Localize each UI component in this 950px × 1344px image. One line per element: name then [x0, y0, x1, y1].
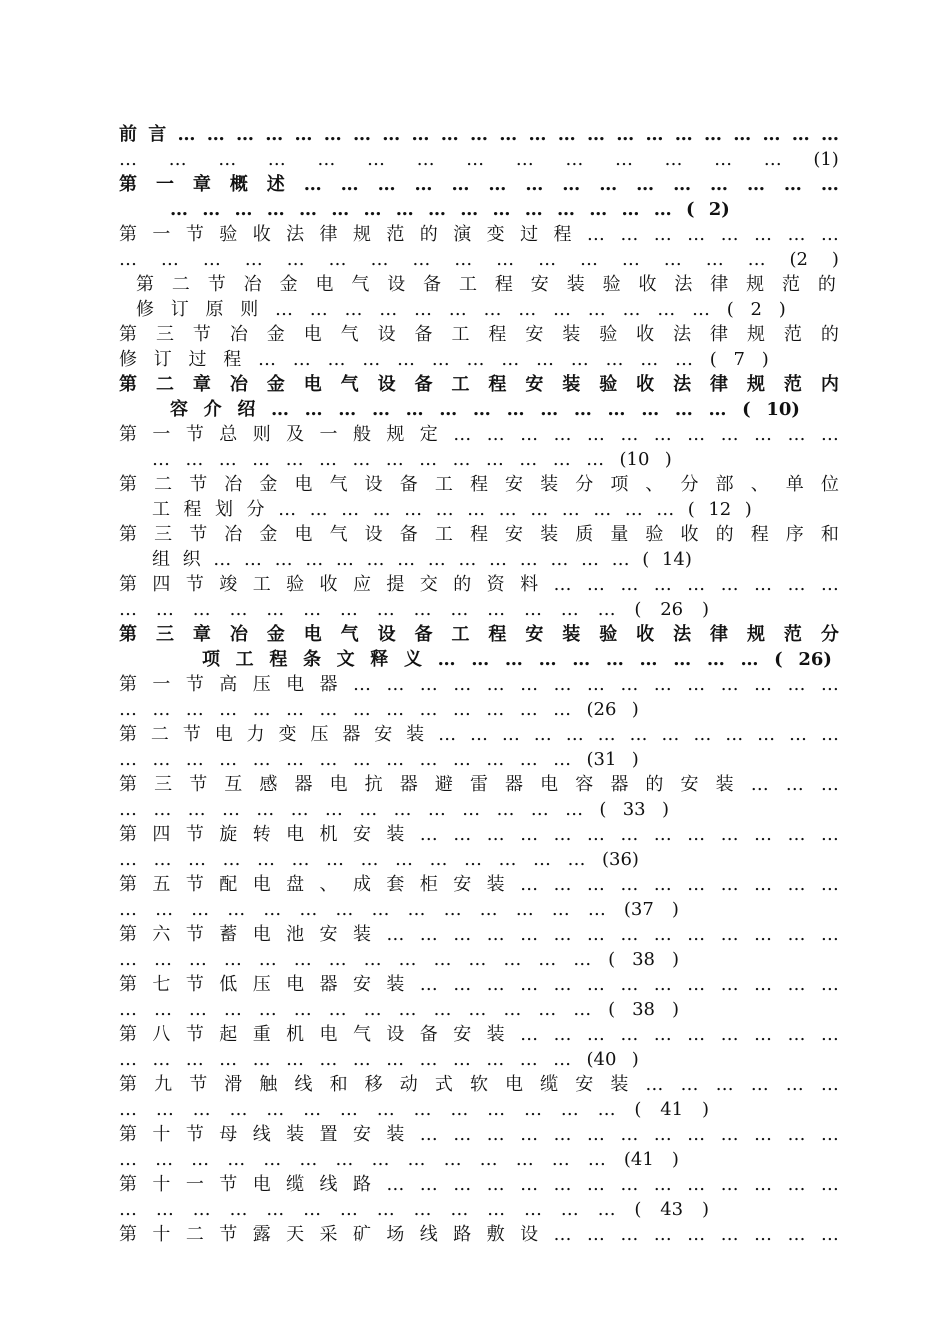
- toc-entry-chapter-3-cont: 项 工 程 条 文 释 义 … … … … … … … … … … ( 26): [202, 649, 832, 670]
- toc-entry-2-4: 第 四 节 竣 工 验 收 应 提 交 的 资 料 … … … … … … … … …: [119, 574, 839, 595]
- toc-entry-2-2-cont: 工 程 划 分 … … … … … … … … … … … … … ( 12 ): [152, 499, 752, 520]
- toc-entry-3-4-cont: … … … … … … … … … … … … … … (36): [119, 849, 639, 870]
- toc-entry-2-3: 第 三 节 冶 金 电 气 设 备 工 程 安 装 质 量 验 收 的 程 序 和: [119, 524, 839, 545]
- toc-entry-1-2: 第 二 节 冶 金 电 气 设 备 工 程 安 装 验 收 法 律 规 范 的: [136, 274, 836, 295]
- toc-entry-2-3-cont: 组 织 … … … … … … … … … … … … … … ( 14): [152, 549, 692, 570]
- toc-entry-3-9-cont: … … … … … … … … … … … … … … ( 41 ): [119, 1099, 709, 1120]
- toc-entry-1-3-cont: 修 订 过 程 … … … … … … … … … … … … … ( 7 ): [119, 349, 769, 370]
- toc-entry-3-11: 第 十 一 节 电 缆 线 路 … … … … … … … … … … … … … …: [119, 1174, 839, 1195]
- toc-entry-3-1: 第 一 节 高 压 电 器 … … … … … … … … … … … … … … …: [119, 674, 839, 695]
- toc-entry-3-2-cont: … … … … … … … … … … … … … … (31 ): [119, 749, 639, 770]
- toc-entry-1-2-cont: 修 订 原 则 … … … … … … … … … … … … … ( 2 ): [136, 299, 786, 320]
- toc-entry-3-10-cont: … … … … … … … … … … … … … … (41 ): [119, 1149, 679, 1170]
- toc-entry-2-4-cont: … … … … … … … … … … … … … … ( 26 ): [119, 599, 709, 620]
- toc-entry-3-5: 第 五 节 配 电 盘 、 成 套 柜 安 装 … … … … … … … … … …: [119, 874, 839, 895]
- toc-entry-3-7-cont: … … … … … … … … … … … … … … ( 38 ): [119, 999, 679, 1020]
- toc-entry-3-9: 第 九 节 滑 触 线 和 移 动 式 软 电 缆 安 装 … … … … … …: [119, 1074, 839, 1095]
- toc-entry-3-4: 第 四 节 旋 转 电 机 安 装 … … … … … … … … … … … … …: [119, 824, 839, 845]
- toc-entry-3-8-cont: … … … … … … … … … … … … … … (40 ): [119, 1049, 639, 1070]
- toc-entry-3-11-cont: … … … … … … … … … … … … … … ( 43 ): [119, 1199, 709, 1220]
- toc-entry-3-8: 第 八 节 起 重 机 电 气 设 备 安 装 … … … … … … … … … …: [119, 1024, 839, 1045]
- toc-entry-3-6-cont: … … … … … … … … … … … … … … ( 38 ): [119, 949, 679, 970]
- toc-entry-preface-cont: … … … … … … … … … … … … … … (1): [119, 149, 839, 170]
- toc-entry-1-1: 第 一 节 验 收 法 律 规 范 的 演 变 过 程 … … … … … … … …: [119, 224, 839, 245]
- toc-entry-3-12: 第 十 二 节 露 天 采 矿 场 线 路 敷 设 … … … … … … … … …: [119, 1224, 839, 1245]
- toc-entry-3-7: 第 七 节 低 压 电 器 安 装 … … … … … … … … … … … … …: [119, 974, 839, 995]
- toc-entry-preface: 前 言 … … … … … … … … … … … … … … … … … … … … … … …: [119, 124, 839, 145]
- toc-entry-3-3: 第 三 节 互 感 器 电 抗 器 避 雷 器 电 容 器 的 安 装 … … …: [119, 774, 839, 795]
- toc-entry-3-10: 第 十 节 母 线 装 置 安 装 … … … … … … … … … … … … …: [119, 1124, 839, 1145]
- toc-entry-3-6: 第 六 节 蓄 电 池 安 装 … … … … … … … … … … … … … …: [119, 924, 839, 945]
- toc-entry-3-2: 第 二 节 电 力 变 压 器 安 装 … … … … … … … … … … … … …: [119, 724, 839, 745]
- toc-entry-chapter-2-cont: 容 介 绍 … … … … … … … … … … … … … … ( 10): [170, 399, 800, 420]
- toc-entry-chapter-2: 第 二 章 冶 金 电 气 设 备 工 程 安 装 验 收 法 律 规 范 内: [119, 374, 839, 395]
- toc-entry-2-1-cont: … … … … … … … … … … … … … … (10 ): [152, 449, 672, 470]
- toc-entry-chapter-1: 第 一 章 概 述 … … … … … … … … … … … … … … …: [119, 174, 839, 195]
- toc-entry-1-1-cont: … … … … … … … … … … … … … … … … (2 ): [119, 249, 839, 270]
- toc-entry-chapter-1-cont: … … … … … … … … … … … … … … … … ( 2): [170, 199, 730, 220]
- toc-entry-2-2: 第 二 节 冶 金 电 气 设 备 工 程 安 装 分 项 、 分 部 、 单 位: [119, 474, 839, 495]
- toc-entry-3-1-cont: … … … … … … … … … … … … … … (26 ): [119, 699, 639, 720]
- toc-entry-3-3-cont: … … … … … … … … … … … … … … ( 33 ): [119, 799, 669, 820]
- toc-entry-2-1: 第 一 节 总 则 及 一 般 规 定 … … … … … … … … … … … …: [119, 424, 839, 445]
- toc-entry-chapter-3: 第 三 章 冶 金 电 气 设 备 工 程 安 装 验 收 法 律 规 范 分: [119, 624, 839, 645]
- toc-entry-3-5-cont: … … … … … … … … … … … … … … (37 ): [119, 899, 679, 920]
- toc-entry-1-3: 第 三 节 冶 金 电 气 设 备 工 程 安 装 验 收 法 律 规 范 的: [119, 324, 839, 345]
